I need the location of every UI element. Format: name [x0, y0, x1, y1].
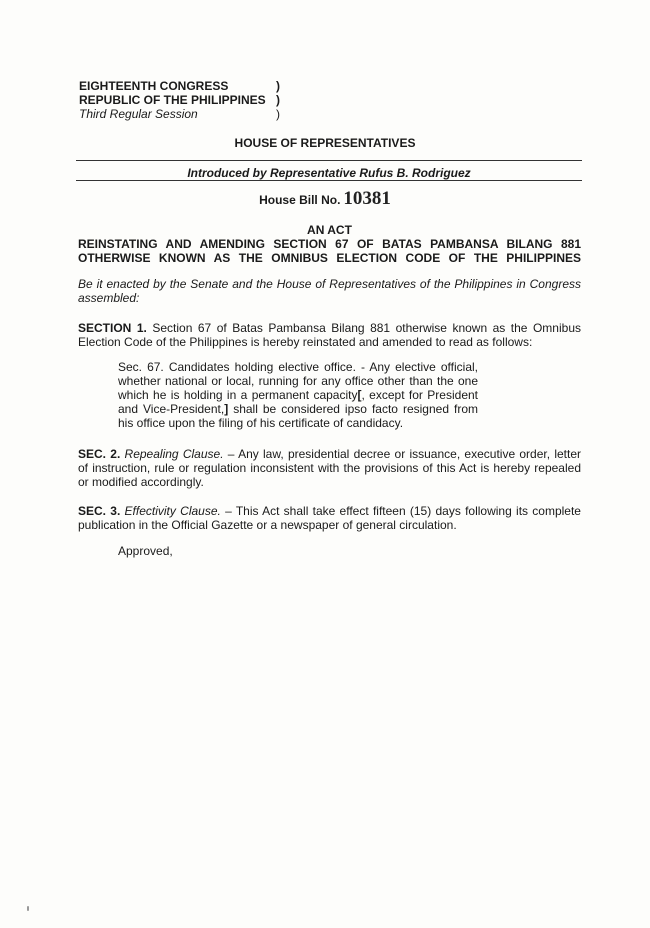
bracket-close: ] — [224, 402, 229, 416]
paren: ) — [276, 93, 280, 107]
enacting-clause-text: Be it enacted by the Senate and the House of Representatives of the Philippines in Congress assembled: — [78, 277, 581, 305]
paren: ) — [276, 107, 280, 121]
section-3 — [78, 504, 581, 532]
section-2-title: Repealing Clause. — [124, 447, 224, 461]
section-2-label: SEC. 2. — [78, 447, 121, 461]
divider-top — [76, 160, 582, 161]
congress-header — [79, 79, 286, 121]
bill-number: 10381 — [343, 188, 391, 209]
session-label: Third Regular Session — [79, 107, 198, 121]
congress-label: EIGHTEENTH CONGRESS — [79, 79, 229, 93]
introduced-by: Introduced by Representative Rufus B. Rodriguez — [187, 166, 471, 180]
republic-label: REPUBLIC OF THE PHILIPPINES — [79, 93, 266, 107]
section-2-text: – Any law, presidential decree or issuance, executive order, letter of instruction, rule or regulation inconsistent with the provisions of this Act is hereby repealed or modified accordingly. — [78, 447, 581, 489]
bracket-open: [ — [357, 388, 362, 402]
section-1-text: Section 67 of Batas Pambansa Bilang 881 otherwise known as the Omnibus Election Code of the Philippines is hereby reinstated and amended to read as follows: — [78, 321, 581, 349]
bill-number-line — [0, 188, 650, 210]
quoted-section-67 — [118, 360, 478, 430]
section-3-text: – This Act shall take effect fifteen (15) days following its complete publication in the Official Gazette or a newspaper of general circulation. — [78, 504, 581, 532]
act-title-line-1: REINSTATING AND AMENDING SECTION 67 OF BATAS PAMBANSA BILANG 881 — [78, 237, 581, 251]
scan-speck — [27, 906, 29, 911]
act-title-block — [78, 223, 581, 265]
enacting-clause — [78, 277, 581, 305]
quoted-text-before: Sec. 67. Candidates holding elective office. - Any elective official, whether national or local, running for any office other than the one which he is holding in a permanent capacity — [118, 360, 478, 402]
section-1 — [78, 321, 581, 349]
bracketed-text: , except for President and Vice-President, — [118, 388, 478, 416]
section-3-label: SEC. 3. — [78, 504, 121, 518]
section-2 — [78, 447, 581, 489]
quoted-text-after: shall be considered ipso facto resigned from his office upon the filing of his certificate of candidacy. — [118, 402, 478, 430]
paren: ) — [276, 79, 280, 93]
chamber-title: HOUSE OF REPRESENTATIVES — [234, 136, 416, 150]
approved-line: Approved, — [118, 544, 173, 558]
bill-label: House Bill No. — [259, 193, 341, 207]
divider-bottom — [76, 180, 582, 181]
act-heading: AN ACT — [307, 223, 352, 237]
section-3-title: Effectivity Clause. — [124, 504, 221, 518]
section-1-label: SECTION 1. — [78, 321, 147, 335]
act-title-line-2: OTHERWISE KNOWN AS THE OMNIBUS ELECTION CODE OF THE PHILIPPINES — [78, 251, 581, 265]
